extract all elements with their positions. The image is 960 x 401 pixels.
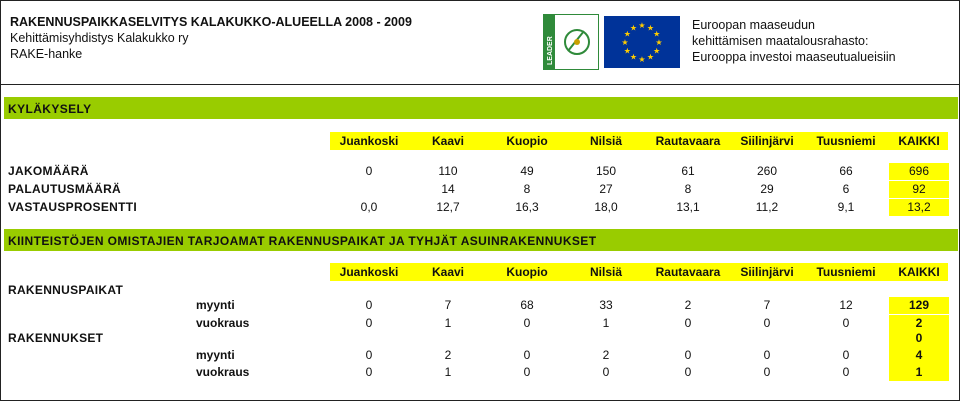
value-cell: 29	[760, 182, 774, 196]
value-cell: 0	[602, 365, 610, 379]
leader-logo	[543, 14, 599, 70]
value-cell: 2	[602, 348, 610, 362]
group-label: RAKENNUKSET	[8, 331, 104, 345]
value-cell: 0	[763, 348, 771, 362]
survey-row-label: JAKOMÄÄRÄ	[8, 164, 89, 178]
eu-star-icon: ★	[653, 46, 661, 56]
eu-star-icon: ★	[653, 29, 661, 39]
value-cell: 13,1	[676, 200, 700, 214]
eu-star-icon: ★	[646, 23, 655, 33]
sub-row-label: myynti	[196, 348, 235, 362]
value-cell: 49	[520, 164, 534, 178]
offers-section-title: KIINTEISTÖJEN OMISTAJIEN TARJOAMAT RAKENNUSPAIKAT JA TYHJÄT ASUINRAKENNUKSET	[8, 234, 597, 248]
sub-row-label: myynti	[196, 298, 235, 312]
value-cell: 27	[599, 182, 613, 196]
value-cell: 61	[681, 164, 695, 178]
survey-section-title: KYLÄKYSELY	[8, 102, 92, 116]
value-cell: 2	[444, 348, 452, 362]
eu-star-icon: ★	[638, 55, 646, 64]
value-cell: 68	[520, 298, 534, 312]
value-cell: 7	[763, 298, 771, 312]
eu-fund-text	[692, 17, 896, 65]
title-block	[10, 14, 412, 62]
eu-star-icon: ★	[623, 46, 631, 56]
value-cell: 1	[602, 316, 610, 330]
column-header: KAIKKI	[898, 265, 940, 279]
sub-row-label: vuokraus	[196, 316, 250, 330]
column-header: Kuopio	[492, 132, 562, 150]
eu-star-icon: ★	[655, 38, 663, 47]
value-cell: 7	[444, 298, 452, 312]
value-cell: 66	[839, 164, 853, 178]
eu-star-icon: ★	[623, 29, 631, 39]
column-header: Nilsiä	[571, 132, 641, 150]
eu-star-icon: ★	[629, 52, 638, 62]
eu-star-icon: ★	[621, 38, 629, 47]
value-cell: 0	[842, 348, 850, 362]
total-cell: 4	[889, 347, 949, 364]
column-header: Kuopio	[492, 263, 562, 281]
column-header: Rautavaara	[645, 132, 731, 150]
value-cell: 0	[365, 316, 373, 330]
total-cell: 1	[889, 364, 949, 381]
value-cell: 0,0	[360, 200, 378, 214]
value-cell: 0	[523, 365, 531, 379]
sub-row-label: vuokraus	[196, 365, 250, 379]
column-header: Siilinjärvi	[729, 263, 805, 281]
value-cell: 0	[365, 365, 373, 379]
survey-row-label: VASTAUSPROSENTTI	[8, 200, 138, 214]
value-cell: 1	[444, 316, 452, 330]
survey-row-label: PALAUTUSMÄÄRÄ	[8, 182, 122, 196]
value-cell: 8	[523, 182, 531, 196]
org-name: Kehittämisyhdistys Kalakukko ry	[10, 31, 189, 45]
value-cell: 0	[684, 348, 692, 362]
total-cell: 13,2	[889, 199, 949, 216]
value-cell: 18,0	[594, 200, 618, 214]
value-cell	[334, 181, 404, 198]
value-cell: 0	[842, 316, 850, 330]
eu-text-line: Euroopan maaseudun	[692, 18, 816, 32]
eu-star-icon: ★	[646, 52, 655, 62]
value-cell: 150	[595, 164, 617, 178]
value-cell: 0	[365, 348, 373, 362]
value-cell: 0	[684, 316, 692, 330]
value-cell: 0	[763, 316, 771, 330]
total-cell: 696	[889, 163, 949, 180]
value-cell: 0	[842, 365, 850, 379]
value-cell: 2	[684, 298, 692, 312]
eu-text-line: kehittämisen maatalousrahasto:	[692, 34, 869, 48]
value-cell: 0	[684, 365, 692, 379]
survey-section-band	[4, 97, 958, 119]
value-cell: 0	[763, 365, 771, 379]
value-cell: 0	[365, 298, 373, 312]
value-cell: 12	[839, 298, 853, 312]
value-cell: 0	[523, 348, 531, 362]
column-header: Tuusniemi	[810, 263, 882, 281]
total-cell: 2	[889, 315, 949, 332]
column-header: KAIKKI	[898, 134, 940, 148]
column-header: Rautavaara	[645, 263, 731, 281]
value-cell: 0	[523, 316, 531, 330]
column-header: Kaavi	[413, 263, 483, 281]
total-cell: 92	[889, 181, 949, 198]
value-cell: 9,1	[837, 200, 855, 214]
value-cell: 12,7	[436, 200, 460, 214]
total-cell: 0	[889, 330, 949, 347]
project-name: RAKE-hanke	[10, 47, 83, 61]
group-label: RAKENNUSPAIKAT	[8, 283, 124, 297]
header-divider	[0, 84, 960, 85]
value-cell: 6	[842, 182, 850, 196]
column-header: Tuusniemi	[810, 132, 882, 150]
column-header: Siilinjärvi	[729, 132, 805, 150]
leader-logo-text: LEADER	[547, 36, 554, 65]
value-cell: 110	[438, 164, 458, 178]
value-cell: 1	[444, 365, 452, 379]
value-cell: 260	[756, 164, 778, 178]
value-cell: 8	[684, 182, 692, 196]
column-header: Juankoski	[334, 132, 404, 150]
doc-title: RAKENNUSPAIKKASELVITYS KALAKUKKO-ALUEELLA 2008 - 2009	[10, 15, 412, 29]
eu-text-line: Eurooppa investoi maaseutualueisiin	[692, 50, 896, 64]
value-cell: 14	[441, 182, 455, 196]
value-cell: 16,3	[515, 200, 539, 214]
column-header: Kaavi	[413, 132, 483, 150]
eu-flag-logo	[604, 16, 680, 68]
value-cell: 0	[365, 164, 373, 178]
column-header: Nilsiä	[571, 263, 641, 281]
column-header: Juankoski	[334, 263, 404, 281]
eu-star-icon: ★	[629, 23, 638, 33]
value-cell: 33	[599, 298, 613, 312]
eu-star-icon: ★	[638, 21, 646, 30]
total-cell: 129	[889, 297, 949, 314]
value-cell: 11,2	[755, 200, 779, 214]
